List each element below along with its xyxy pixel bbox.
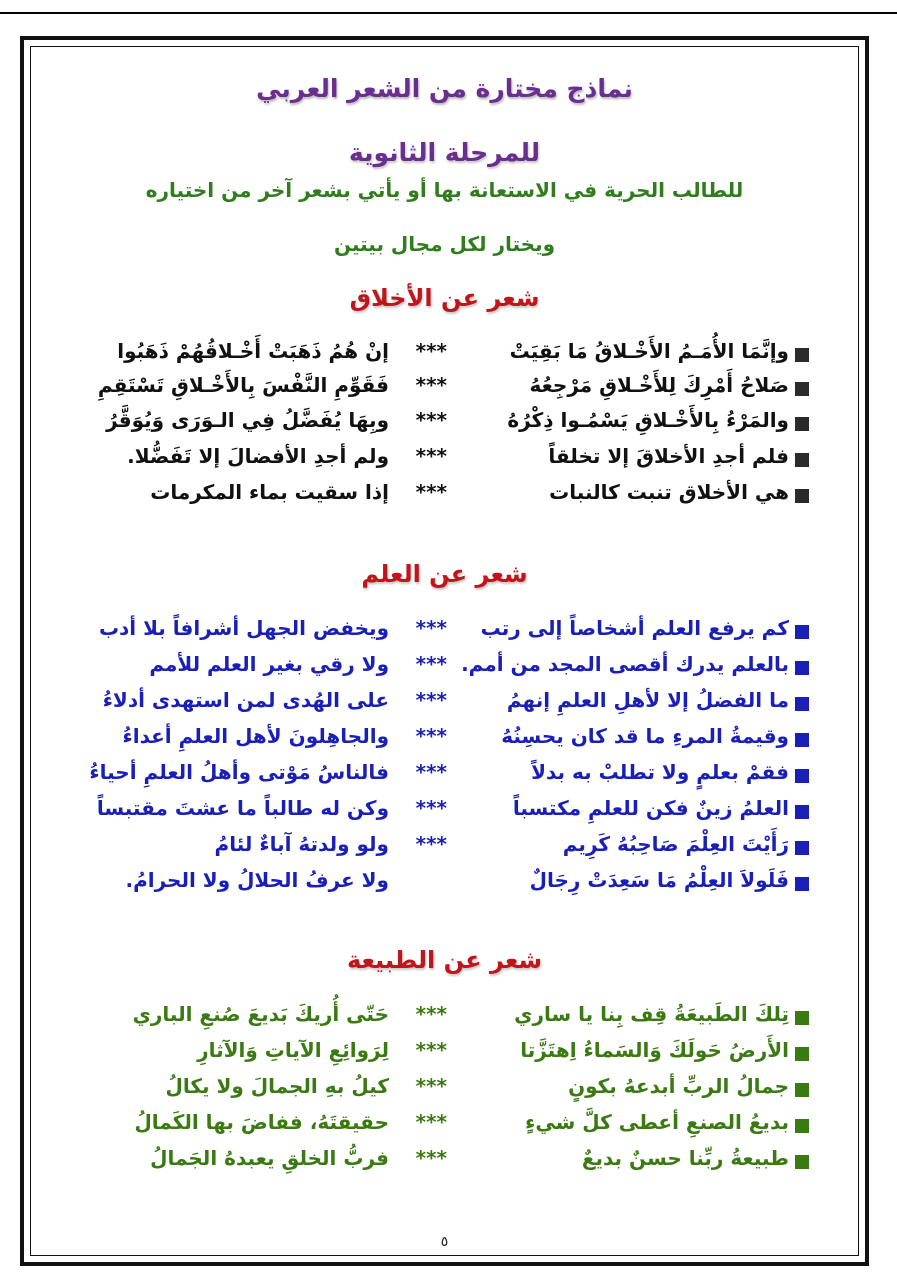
verse-row xyxy=(30,832,859,866)
verse-separator: *** xyxy=(415,339,447,363)
verse-first-half: وإنَّمَا الأُمَـمُ الأَخْـلاقُ مَا بَقِيَتْ xyxy=(509,339,789,363)
verse-row xyxy=(30,616,859,650)
page-number: ٥ xyxy=(440,1234,449,1250)
verse-separator: *** xyxy=(415,1146,447,1170)
verse-second-half: حَتّى أُريكَ بَديعَ صُنعِ الباري xyxy=(132,1002,389,1026)
verse-first-half: فلم أجدِ الأخلاقَ إلا تخلقاً xyxy=(548,444,789,468)
verse-separator: *** xyxy=(415,1002,447,1026)
square-bullet-icon xyxy=(795,1083,809,1097)
verse-first-half: وقيمةُ المرءِ ما قد كان يحسِنُهُ xyxy=(501,724,789,748)
verse-row xyxy=(30,868,859,902)
verse-second-half: وبِهَا يُفَضَّلُ فِي الـوَرَى وَيُوَقَّرُ xyxy=(106,408,389,432)
verse-first-half: رَأَيْتَ العِلْمَ صَاحِبُهُ كَرِيم xyxy=(562,832,789,856)
instruction-note-2: ويختار لكل مجال بيتين xyxy=(333,232,556,256)
verse-first-half: ما الفضلُ إلا لأهلِ العلمِ إنهمُ xyxy=(506,688,789,712)
verse-second-half: والجاهِلونَ لأهل العلمِ أعداءُ xyxy=(122,724,389,748)
verse-first-half: جمالُ الربِّ أبدعهُ بكونٍ xyxy=(568,1074,789,1098)
verse-first-half: بديعُ الصنعِ أعطى كلَّ شيءٍ xyxy=(525,1110,789,1134)
verse-separator: *** xyxy=(415,760,447,784)
verse-separator: *** xyxy=(415,1074,447,1098)
verse-second-half: إنْ هُمُ ذَهَبَتْ أَخْـلاقُهُمْ ذَهَبُوا xyxy=(117,339,389,363)
verse-separator: *** xyxy=(415,652,447,676)
square-bullet-icon xyxy=(795,348,809,362)
square-bullet-icon xyxy=(795,1119,809,1133)
verse-second-half: فالناسُ مَوْتى وأهلُ العلمِ أحياءُ xyxy=(89,760,389,784)
square-bullet-icon xyxy=(795,453,809,467)
verse-first-half: فَلَولاَ العِلْمُ مَا سَعِدَتْ رِجَالٌ xyxy=(529,868,789,892)
verse-row xyxy=(30,373,859,407)
square-bullet-icon xyxy=(795,733,809,747)
page-title: نماذج مختارة من الشعر العربي xyxy=(256,74,633,103)
verse-second-half: إذا سقيت بماء المكرمات xyxy=(150,480,389,504)
verse-separator: *** xyxy=(415,616,447,640)
verse-separator: *** xyxy=(415,724,447,748)
verse-first-half: الأَرضُ حَولَكَ وَالسَماءُ اِهتَزَّتا xyxy=(520,1038,789,1062)
verse-separator: *** xyxy=(415,480,447,504)
section-title-knowledge: شعر عن العلم xyxy=(361,560,528,588)
verse-row xyxy=(30,444,859,478)
verse-second-half: ولم أجدِ الأفضالَ إلا تَفَضُّلا. xyxy=(127,444,389,468)
verse-first-half: صَلاحُ أَمْرِكَ لِلأَخْـلاقِ مَرْجِعُهُ xyxy=(529,373,789,397)
verse-separator: *** xyxy=(415,444,447,468)
verse-row xyxy=(30,760,859,794)
verse-first-half: طبيعةُ ربِّنا حسنٌ بديعٌ xyxy=(581,1146,789,1170)
verse-second-half: ولو ولدتهُ آباءٌ لئامُ xyxy=(214,832,389,856)
square-bullet-icon xyxy=(795,697,809,711)
verse-second-half: فَقَوِّمِ النَّفْسَ بِالأَخْـلاقِ تَسْتَقِمِ xyxy=(97,373,389,397)
square-bullet-icon xyxy=(795,382,809,396)
verse-second-half: ولا عرفُ الحلالُ ولا الحرامُ. xyxy=(125,868,389,892)
verse-second-half: لِرَوائِعِ الآياتِ وَالآثارِ xyxy=(197,1038,389,1062)
square-bullet-icon xyxy=(795,661,809,675)
square-bullet-icon xyxy=(795,841,809,855)
verse-second-half: ولا رقي بغير العلم للأمم xyxy=(149,652,389,676)
verse-separator: *** xyxy=(415,408,447,432)
square-bullet-icon xyxy=(795,769,809,783)
verse-row xyxy=(30,1074,859,1108)
verse-second-half: كيلُ بهِ الجمالَ ولا يكالُ xyxy=(165,1074,389,1098)
page-content xyxy=(30,46,859,1256)
verse-second-half: حقيقتَهُ، ففاضَ بها الكَمالُ xyxy=(134,1110,389,1134)
verse-separator: *** xyxy=(415,688,447,712)
verse-second-half: وكن له طالباً ما عشتَ مقتبساً xyxy=(96,796,389,820)
verse-separator: *** xyxy=(415,832,447,856)
verse-row xyxy=(30,1002,859,1036)
verse-row xyxy=(30,724,859,758)
verse-first-half: والمَرْءُ بِالأَخْـلاقِ يَسْمُـوا ذِكْرُهُ xyxy=(507,408,789,432)
page-subtitle: للمرحلة الثانوية xyxy=(348,138,541,167)
top-rule xyxy=(0,12,897,14)
verse-row xyxy=(30,408,859,442)
square-bullet-icon xyxy=(795,877,809,891)
verse-first-half: فقمْ بعلمٍ ولا تطلبْ به بدلاً xyxy=(531,760,789,784)
verse-first-half: كم يرفع العلم أشخاصاً إلى رتب xyxy=(480,616,789,640)
verse-row xyxy=(30,1146,859,1180)
verse-row xyxy=(30,480,859,514)
section-title-nature: شعر عن الطبيعة xyxy=(346,946,543,974)
square-bullet-icon xyxy=(795,805,809,819)
verse-first-half: العلمُ زينٌ فكن للعلمِ مكتسباً xyxy=(512,796,789,820)
verse-separator: *** xyxy=(415,1110,447,1134)
verse-row xyxy=(30,1110,859,1144)
verse-row xyxy=(30,652,859,686)
square-bullet-icon xyxy=(795,489,809,503)
verse-second-half: فربُّ الخلقِ يعبدهُ الجَمالُ xyxy=(150,1146,389,1170)
square-bullet-icon xyxy=(795,1047,809,1061)
verse-row xyxy=(30,688,859,722)
instruction-note: للطالب الحرية في الاستعانة بها أو يأتي بشعر آخر من اختياره xyxy=(145,178,744,202)
verse-separator: *** xyxy=(415,1038,447,1062)
square-bullet-icon xyxy=(795,1011,809,1025)
verse-first-half: هي الأخلاق تنبت كالنبات xyxy=(549,480,789,504)
verse-separator: *** xyxy=(415,373,447,397)
verse-second-half: على الهُدى لمن استهدى أدلاءُ xyxy=(102,688,389,712)
verse-row xyxy=(30,339,859,373)
verse-first-half: تِلكَ الطَبيعَةُ قِف بِنا يا ساري xyxy=(514,1002,789,1026)
verse-row xyxy=(30,1038,859,1072)
square-bullet-icon xyxy=(795,625,809,639)
verse-second-half: ويخفض الجهل أشرافاً بلا أدب xyxy=(98,616,389,640)
verse-first-half: بالعلم يدرك أقصى المجد من أمم. xyxy=(461,652,789,676)
square-bullet-icon xyxy=(795,1155,809,1169)
verse-row xyxy=(30,796,859,830)
section-title-morals: شعر عن الأخلاق xyxy=(349,284,540,312)
square-bullet-icon xyxy=(795,417,809,431)
verse-separator: *** xyxy=(415,796,447,820)
